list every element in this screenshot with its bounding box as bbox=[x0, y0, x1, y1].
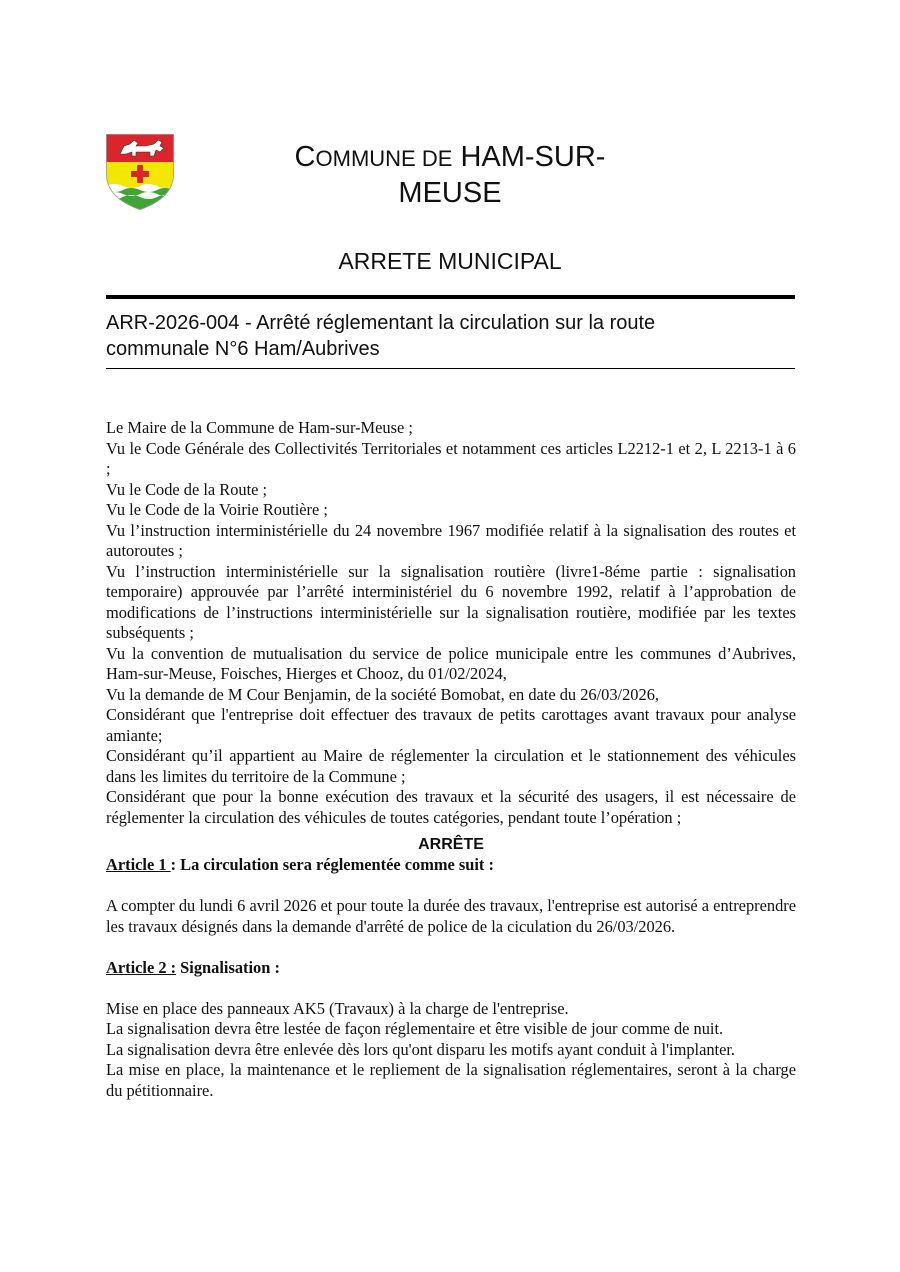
preamble-line: Considérant qu’il appartient au Maire de réglementer la circulation et le stationnement des véhicules dans les limites du territoire de la Commune ; bbox=[106, 746, 796, 786]
preamble-line: Vu l’instruction interministérielle sur la signalisation routière (livre1-8éme partie : signalisation temporaire) approuvée par l’arrêté interministériel du 6 novembre 1992, relatif à l’approbation de modifications de l’instructions interministérielle sur la signalisation routière, modifiée par les textes subséquents ; bbox=[106, 561, 796, 642]
commune-title-line1: COMMUNE DE HAM-SUR- bbox=[294, 141, 606, 173]
preamble-line: Vu le Code Générale des Collectivités Territoriales et notamment ces articles L2212-1 et 2, L 2213-1 à 6 ; bbox=[106, 438, 796, 478]
preamble-line: Vu la convention de mutualisation du service de police municipale entre les communes d’Aubrives, Ham-sur-Meuse, Foisches, Hierges et Chooz, du 01/02/2024, bbox=[106, 643, 796, 683]
preamble-line: Vu l’instruction interministérielle du 24 novembre 1967 modifiée relatif à la signalisation des routes et autoroutes ; bbox=[106, 520, 796, 560]
article-1-heading: Article 1 : La circulation sera réglementée comme suit : bbox=[106, 855, 494, 874]
commune-title bbox=[240, 140, 660, 210]
coat-of-arms-icon bbox=[106, 134, 174, 210]
reference-title: ARR-2026-004 - Arrêté réglementant la circulation sur la route communale N°6 Ham/Aubrives bbox=[106, 312, 656, 360]
article-2-paragraph: Mise en place des panneaux AK5 (Travaux) à la charge de l'entreprise. bbox=[106, 998, 569, 1018]
article-2-heading: Article 2 : Signalisation : bbox=[106, 957, 280, 977]
preamble-line: Le Maire de la Commune de Ham-sur-Meuse ; bbox=[106, 418, 413, 437]
thin-divider bbox=[106, 368, 795, 369]
document-body bbox=[106, 418, 796, 1101]
article-2-paragraph: La signalisation devra être lestée de façon réglementaire et être visible de jour comme de nuit. bbox=[106, 1019, 724, 1038]
preamble-line: Considérant que l'entreprise doit effectuer des travaux de petits carottages avant travaux pour analyse amiante; bbox=[106, 705, 796, 745]
decree-heading: ARRÊTE bbox=[418, 836, 484, 853]
article-1-text: A compter du lundi 6 avril 2026 et pour toute la durée des travaux, l'entreprise est autorisé a entreprendre les travaux désignés dans la demande d'arrêté de police de la ciculation du 26/03/2026. bbox=[106, 896, 796, 936]
preamble-line: Vu le Code de la Route ; bbox=[106, 479, 268, 499]
commune-title-line2: MEUSE bbox=[398, 177, 502, 209]
preamble-line: Vu le Code de la Voirie Routière ; bbox=[106, 500, 328, 519]
article-2-paragraph: La signalisation devra être enlevée dès lors qu'ont disparu les motifs ayant conduit à l'implanter. bbox=[106, 1039, 736, 1059]
thick-divider bbox=[106, 295, 795, 299]
article-2-paragraph: La mise en place, la maintenance et le repliement de la signalisation réglementaires, seront à la charge du pétitionnaire. bbox=[106, 1060, 796, 1100]
document-heading: ARRETE MUNICIPAL bbox=[338, 248, 562, 274]
preamble-line: Vu la demande de M Cour Benjamin, de la société Bomobat, en date du 26/03/2026, bbox=[106, 684, 659, 704]
preamble-line: Considérant que pour la bonne exécution des travaux et la sécurité des usagers, il est nécessaire de réglementer la circulation des véhicules de toutes catégories, pendant toute l’opération ; bbox=[106, 787, 796, 827]
